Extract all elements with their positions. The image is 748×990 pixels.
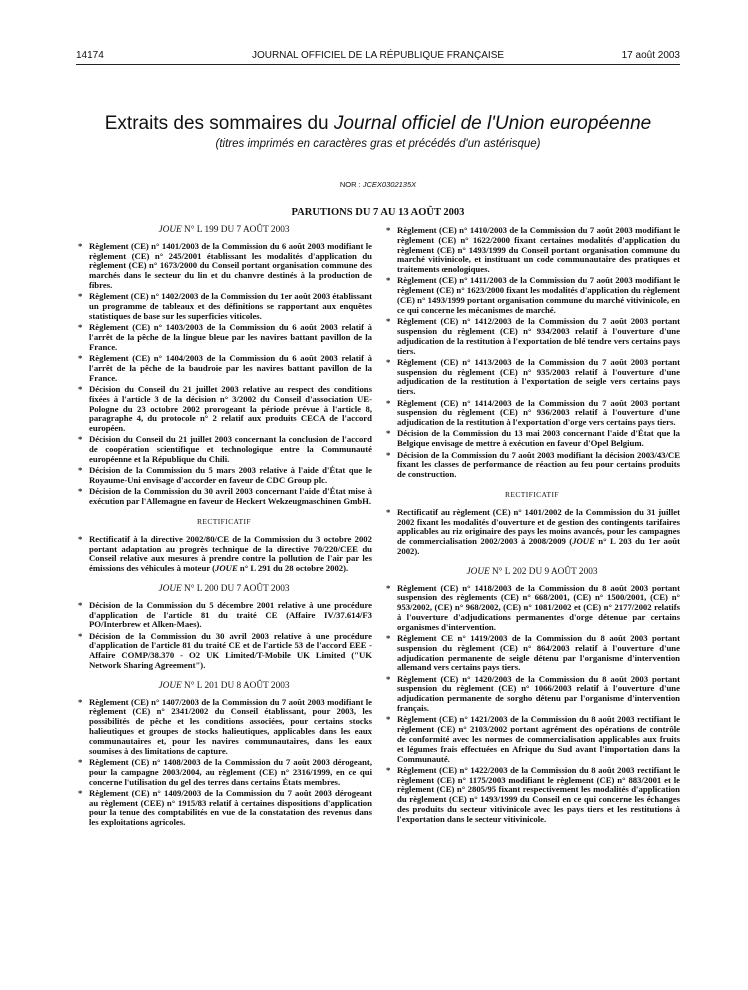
journal-title: JOURNAL OFFICIEL DE LA RÉPUBLIQUE FRANÇAISE: [251, 50, 505, 61]
page-header: [76, 50, 680, 64]
summary-entry: * Décision de la Commission du 5 décembre 2001 relative à une procédure d'application de l'article 81 du traité CE (Affaire IV/37.614/F3 PO/Interbrew et Alken-Maes).: [76, 601, 372, 630]
summary-entry: * Règlement (CE) n° 1402/2003 de la Commission du 1er août 2003 établissant un programme de tableaux et des définitions se rapportant aux enquêtes statistiques de base sur les superficies viticoles.: [76, 292, 372, 321]
summary-entry: * Règlement (CE) n° 1403/2003 de la Commission du 6 août 2003 relatif à l'arrêt de la pêche de la lingue bleue par les navires battant pavillon de la France.: [76, 323, 372, 352]
summary-entry: * Règlement (CE) n° 1404/2003 de la Commission du 6 août 2003 relatif à l'arrêt de la pêche de la baudroie par les navires battant pavillon de la France.: [76, 354, 372, 383]
summary-entry: * Décision de la Commission du 7 août 2003 modifiant la décision 2003/43/CE fixant les classes de performance de réaction au feu pour certains produits de construction.: [384, 451, 680, 480]
summary-entry: * Règlement (CE) n° 1413/2003 de la Commission du 7 août 2003 portant suspension du règlement (CE) n° 935/2003 relatif à l'ouverture d'une adjudication de la restitution à l'exportation de seigle vers certains pays tiers.: [384, 358, 680, 397]
summary-entry: * Règlement (CE) n° 1410/2003 de la Commission du 7 août 2003 modifiant le règlement (CE) n° 1622/2000 fixant certaines modalités d'application du règlement (CE) n° 1493/1999 du Conseil portant organisation commune du marché vitivinicole, et instituant un code communautaire des pratiques et traitements œnologiques.: [384, 226, 680, 275]
parutions-heading: PARUTIONS DU 7 AU 13 AOÛT 2003: [291, 207, 465, 218]
summary-entry: * Règlement (CE) n° 1411/2003 de la Commission du 7 août 2003 modifiant le règlement (CE) n° 1623/2000 fixant les modalités d'application du règlement (CE) n° 1493/1999 portant organisation commune du marché vitivinicole, en ce qui concerne les mécanismes de marché.: [384, 276, 680, 315]
summary-entry: * Règlement (CE) n° 1408/2003 de la Commission du 7 août 2003 dérogeant, pour la campagne 2003/2004, au règlement (CE) n° 2316/1999, en ce qui concerne l'utilisation du gel des terres dans certains États membres.: [76, 758, 372, 787]
summary-entry: * Règlement (CE) n° 1420/2003 de la Commission du 8 août 2003 portant suspension du règlement (CE) n° 1066/2003 relatif à l'ouverture d'une adjudication permanente de sorgho détenu par l'organisme d'intervention français.: [384, 675, 680, 714]
summary-entry: * Décision de la Commission du 5 mars 2003 relative à l'aide d'État que le Royaume-Uni envisage d'accorder en faveur de CDC Group plc.: [76, 466, 372, 486]
section-heading: JOUE N° L 199 DU 7 AOÛT 2003: [158, 225, 290, 235]
summary-entry: * Règlement (CE) n° 1418/2003 de la Commission du 8 août 2003 portant suspension des règlements (CE) n° 668/2001, (CE) n° 1500/2001, (CE) n° 953/2002, (CE) n° 968/2002, (CE) n° 1081/2002 et (CE) n° 2177/2002 relatifs à l'ouverture d'adjudications permanentes d'orge détenue par certains organismes d'intervention.: [384, 584, 680, 633]
summary-entry: * Décision de la Commission du 30 avril 2003 relative à une procédure d'application de l'article 81 du traité CE et de l'article 53 de l'accord EEE - Affaire COMP/38.370 - O2 UK Limited/T-Mobile UK Limited ("UK Network Sharing Agreement").: [76, 632, 372, 671]
summary-entry: * Règlement (CE) n° 1409/2003 de la Commission du 7 août 2003 dérogeant au règlement (CEE) n° 1915/83 relatif à certaines dispositions d'application pour la tenue des comptabilités en vue de la constatation des revenus dans les exploitations agricoles.: [76, 789, 372, 828]
summary-entry: * Règlement (CE) n° 1414/2003 de la Commission du 7 août 2003 portant suspension du règlement (CE) n° 936/2003 relatif à l'ouverture d'une adjudication de la restitution à l'exportation d'orge vers certains pays tiers.: [384, 399, 680, 428]
summary-entry: * Décision du Conseil du 21 juillet 2003 concernant la conclusion de l'accord de coopération scientifique et technologique entre la Communauté européenne et la République du Chili.: [76, 435, 372, 464]
summary-entry: * Règlement CE n° 1419/2003 de la Commission du 8 août 2003 portant suspension du règlement (CE) n° 864/2003 relatif à l'ouverture d'une adjudication permanente de seigle détenu par l'organisme d'intervention allemand vers certains pays tiers.: [384, 634, 680, 673]
section-heading: JOUE N° L 201 DU 8 AOÛT 2003: [158, 680, 290, 691]
left-column: [76, 226, 372, 830]
summary-entry: * Décision de la Commission du 30 avril 2003 concernant l'aide d'État mise à exécution par l'Allemagne en faveur de Heckert Wekzeugmaschinen GmbH.: [76, 487, 372, 507]
issue-date: 17 août 2003: [621, 50, 680, 61]
page-number: 14174: [76, 50, 104, 61]
summary-entry: * Règlement (CE) n° 1412/2003 de la Commission du 7 août 2003 portant suspension du règlement (CE) n° 934/2003 relatif à l'ouverture d'une adjudication de la restitution à l'exportation de blé tendre vers certains pays tiers.: [384, 317, 680, 356]
rectificatif-heading: RECTIFICATIF: [505, 489, 559, 499]
right-column: [384, 226, 680, 826]
summary-entry: * Décision du Conseil du 21 juillet 2003 relative au respect des conditions fixées à l'article 3 de la décision n° 3/2002 du Conseil d'association UE-Pologne du 23 octobre 2002 prorogeant la période prévue à l'article 8, paragraphe 4, du protocole n° 2 relatif aux produits CECA de l'accord européen.: [76, 385, 372, 434]
summary-entry: * Règlement (CE) n° 1422/2003 de la Commission du 8 août 2003 rectifiant le règlement (CE) n° 1175/2003 modifiant le règlement (CE) n° 883/2001 et le règlement (CE) n° 2805/95 fixant respectivement les modalités d'application du règlement (CE) n° 1493/1999 du Conseil en ce qui concerne les échanges des produits du secteur vitivinicole avec les pays tiers et les restitutions à l'exportation dans le secteur vitivinicole.: [384, 766, 680, 825]
section-heading: JOUE N° L 202 DU 9 AOÛT 2003: [466, 566, 598, 577]
rectificatif-entry: * Rectificatif à la directive 2002/80/CE de la Commission du 3 octobre 2002 portant adaptation au progrès technique de la directive 70/220/CEE du Conseil relative aux mesures à prendre contre la pollution de l'air par les émissions des véhicules à moteur (JOUE n° L 291 du 28 octobre 2002).: [76, 535, 372, 574]
summary-entry: * Règlement (CE) n° 1401/2003 de la Commission du 6 août 2003 modifiant le règlement (CE) n° 245/2001 établissant les modalités d'application du règlement (CE) n° 1673/2000 du Conseil portant organisation commune des marchés dans le secteur du lin et du chanvre destinés à la production de fibres.: [76, 242, 372, 291]
header-rule: [76, 64, 680, 65]
rectificatif-entry: * Rectificatif au règlement (CE) n° 1401/2002 de la Commission du 31 juillet 2002 fixant les modalités d'ouverture et de gestion des contingents tarifaires applicables au riz originaire des pays les moins avancés, pour les campagnes de commercialisation 2002/2003 à 2008/2009 (JOUE n° L 203 du 1er août 2002).: [384, 508, 680, 557]
section-heading: JOUE N° L 200 DU 7 AOÛT 2003: [158, 584, 290, 594]
summary-entry: * Décision de la Commission du 13 mai 2003 concernant l'aide d'État que la Belgique envisage de mettre à exécution en faveur d'Opel Belgium.: [384, 429, 680, 449]
rectificatif-heading: RECTIFICATIF: [197, 517, 251, 527]
summary-entry: * Règlement (CE) n° 1407/2003 de la Commission du 7 août 2003 modifiant le règlement (CE) n° 2341/2002 du Conseil établissant, pour 2003, les possibilités de pêche et les conditions associées, pour certains stocks halieutiques et groupes de stocks halieutiques, applicables dans les eaux communautaires et, pour les navires communautaires, dans les eaux soumises à des limitations de capture.: [76, 698, 372, 757]
nor-reference: NOR : JCEX0302135X: [339, 180, 417, 189]
summary-entry: * Règlement (CE) n° 1421/2003 de la Commission du 8 août 2003 rectifiant le règlement (CE) n° 2103/2002 portant agrément des opérations de contrôle de conformité avec les normes de commercialisation applicables aux fruits et légumes frais effectuées en Afrique du Sud avant l'importation dans la Communauté.: [384, 715, 680, 764]
page-subtitle: (titres imprimés en caractères gras et précédés d'un astérisque): [215, 138, 541, 150]
page-title: Extraits des sommaires du Journal officiel de l'Union européenne: [104, 113, 652, 134]
